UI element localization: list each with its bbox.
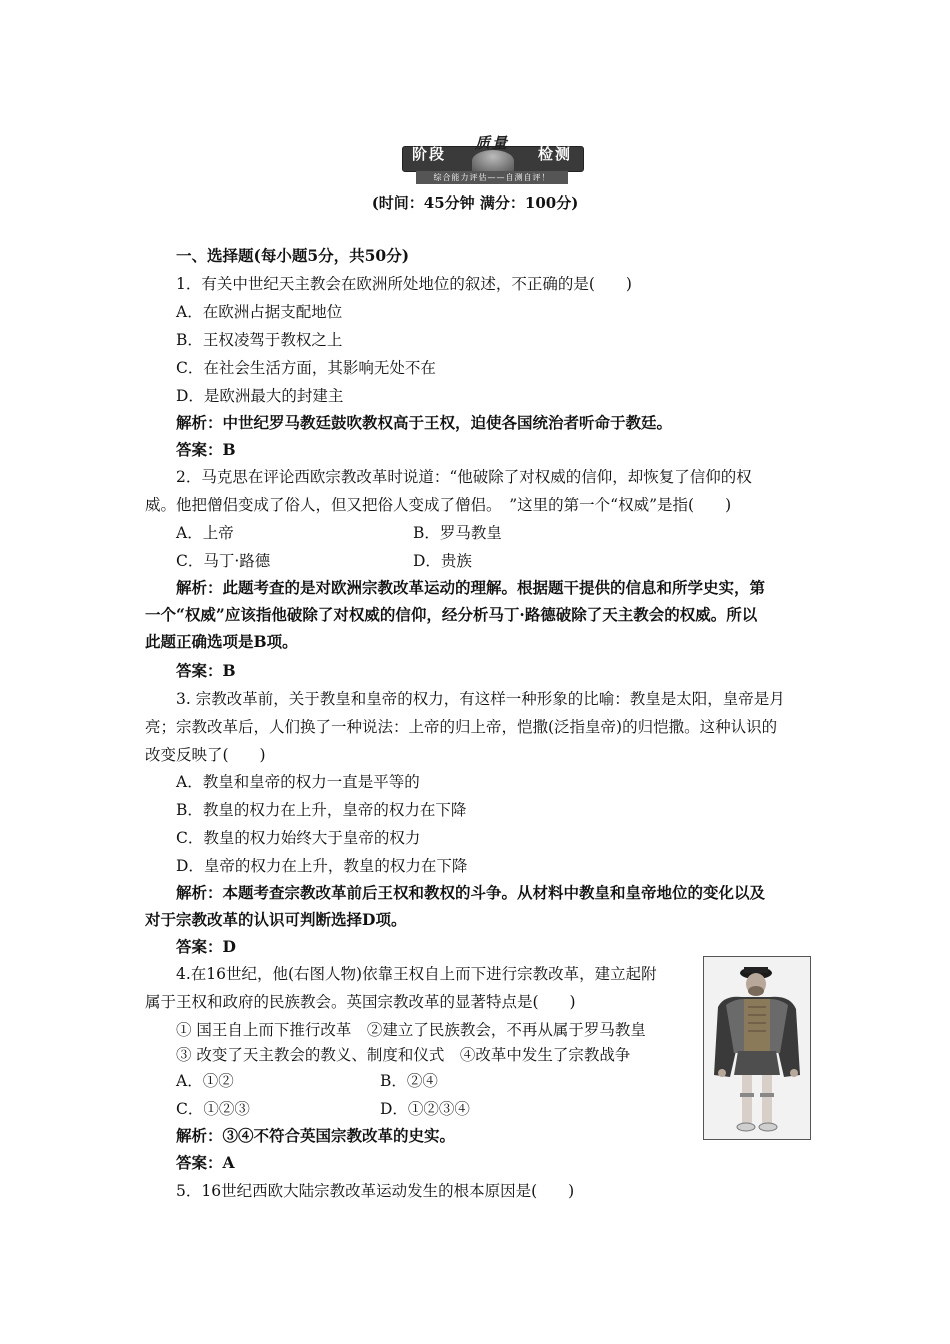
- banner-top-text: 质量: [474, 134, 509, 152]
- q3-option-a: A．教皇和皇帝的权力一直是平等的: [176, 773, 420, 791]
- q2-answer: 答案：B: [176, 661, 236, 680]
- banner-subtitle: 综合能力评估——自测自评！: [416, 171, 568, 184]
- q3-answer: 答案：D: [176, 937, 236, 956]
- q3-option-c: C．教皇的权力始终大于皇帝的权力: [176, 829, 421, 847]
- q1-option-b: B．王权凌驾于教权之上: [176, 331, 343, 349]
- q3-stem-line2: 亮；宗教改革后，人们换了一种说法：上帝的归上帝，恺撒(泛指皇帝)的归恺撒。这种认识的: [145, 718, 778, 736]
- q2-analysis-line2: 一个“权威”应该指他破除了对权威的信仰，经分析马丁·路德破除了天主教会的权威。所以: [145, 605, 758, 624]
- q3-analysis-line1: 解析：本题考查宗教改革前后王权和教权的斗争。从材料中教皇和皇帝地位的变化以及: [176, 883, 766, 902]
- q3-analysis-line2: 对于宗教改革的认识可判断选择D项。: [145, 910, 407, 929]
- q2-stem-line1: 2．马克思在评论西欧宗教改革时说道：“他破除了对权威的信仰，却恢复了信仰的权: [176, 468, 752, 486]
- portrait-figure: [704, 957, 810, 1139]
- q2-option-a: A．上帝: [176, 524, 234, 542]
- time-info: (时间：45分钟 满分：100分): [371, 194, 579, 212]
- banner-left-text: 阶段: [412, 145, 447, 163]
- q5-stem: 5．16世纪西欧大陆宗教改革运动发生的根本原因是( ): [176, 1182, 575, 1200]
- q1-option-a: A．在欧洲占据支配地位: [176, 303, 343, 321]
- portrait-image: [703, 956, 811, 1140]
- q4-option-c: C．①②③: [176, 1100, 250, 1118]
- q4-statement-line2: ③ 改变了天主教会的教义、制度和仪式 ④改革中发生了宗教战争: [176, 1046, 631, 1064]
- q2-option-c: C．马丁·路德: [176, 552, 271, 570]
- q4-option-a: A．①②: [176, 1072, 234, 1090]
- q4-stem-line1: 4.在16世纪，他(右图人物)依靠王权自上而下进行宗教改革，建立起附: [176, 965, 657, 983]
- q2-option-b: B．罗马教皇: [413, 524, 502, 542]
- section-title: 一、选择题(每小题5分，共50分): [176, 246, 410, 265]
- q1-answer: 答案：B: [176, 440, 236, 459]
- q2-option-d: D．贵族: [413, 552, 472, 570]
- q2-analysis-line1: 解析：此题考查的是对欧洲宗教改革运动的理解。根据题干提供的信息和所学史实，第: [176, 578, 766, 597]
- q4-analysis: 解析：③④不符合英国宗教改革的史实。: [176, 1126, 456, 1145]
- q3-option-b: B．教皇的权力在上升，皇帝的权力在下降: [176, 801, 467, 819]
- q4-option-b: B．②④: [380, 1072, 438, 1090]
- q1-option-c: C．在社会生活方面，其影响无处不在: [176, 359, 436, 377]
- q4-stem-line2: 属于王权和政府的民族教会。英国宗教改革的显著特点是( ): [145, 993, 576, 1011]
- banner-right-text: 检测: [537, 145, 572, 163]
- q4-answer: 答案：A: [176, 1153, 235, 1172]
- q2-stem-line2: 威。他把僧侣变成了俗人，但又把俗人变成了僧侣。 ”这里的第一个“权威”是指( ): [145, 496, 732, 514]
- q3-stem-line1: 3. 宗教改革前，关于教皇和皇帝的权力，有这样一种形象的比喻：教皇是太阳，皇帝是月: [176, 690, 785, 708]
- q3-stem-line3: 改变反映了( ): [145, 746, 266, 764]
- section-banner: [402, 134, 582, 182]
- q1-option-d: D．是欧洲最大的封建主: [176, 387, 344, 405]
- q4-option-d: D．①②③④: [380, 1100, 470, 1118]
- q4-statement-line1: ① 国王自上而下推行改革 ②建立了民族教会，不再从属于罗马教皇: [176, 1021, 646, 1039]
- q1-analysis: 解析：中世纪罗马教廷鼓吹教权高于王权，迫使各国统治者听命于教廷。: [176, 413, 673, 432]
- q3-option-d: D．皇帝的权力在上升，教皇的权力在下降: [176, 857, 468, 875]
- q2-analysis-line3: 此题正确选项是B项。: [145, 632, 298, 651]
- q1-stem: 1．有关中世纪天主教会在欧洲所处地位的叙述，不正确的是( ): [176, 275, 632, 293]
